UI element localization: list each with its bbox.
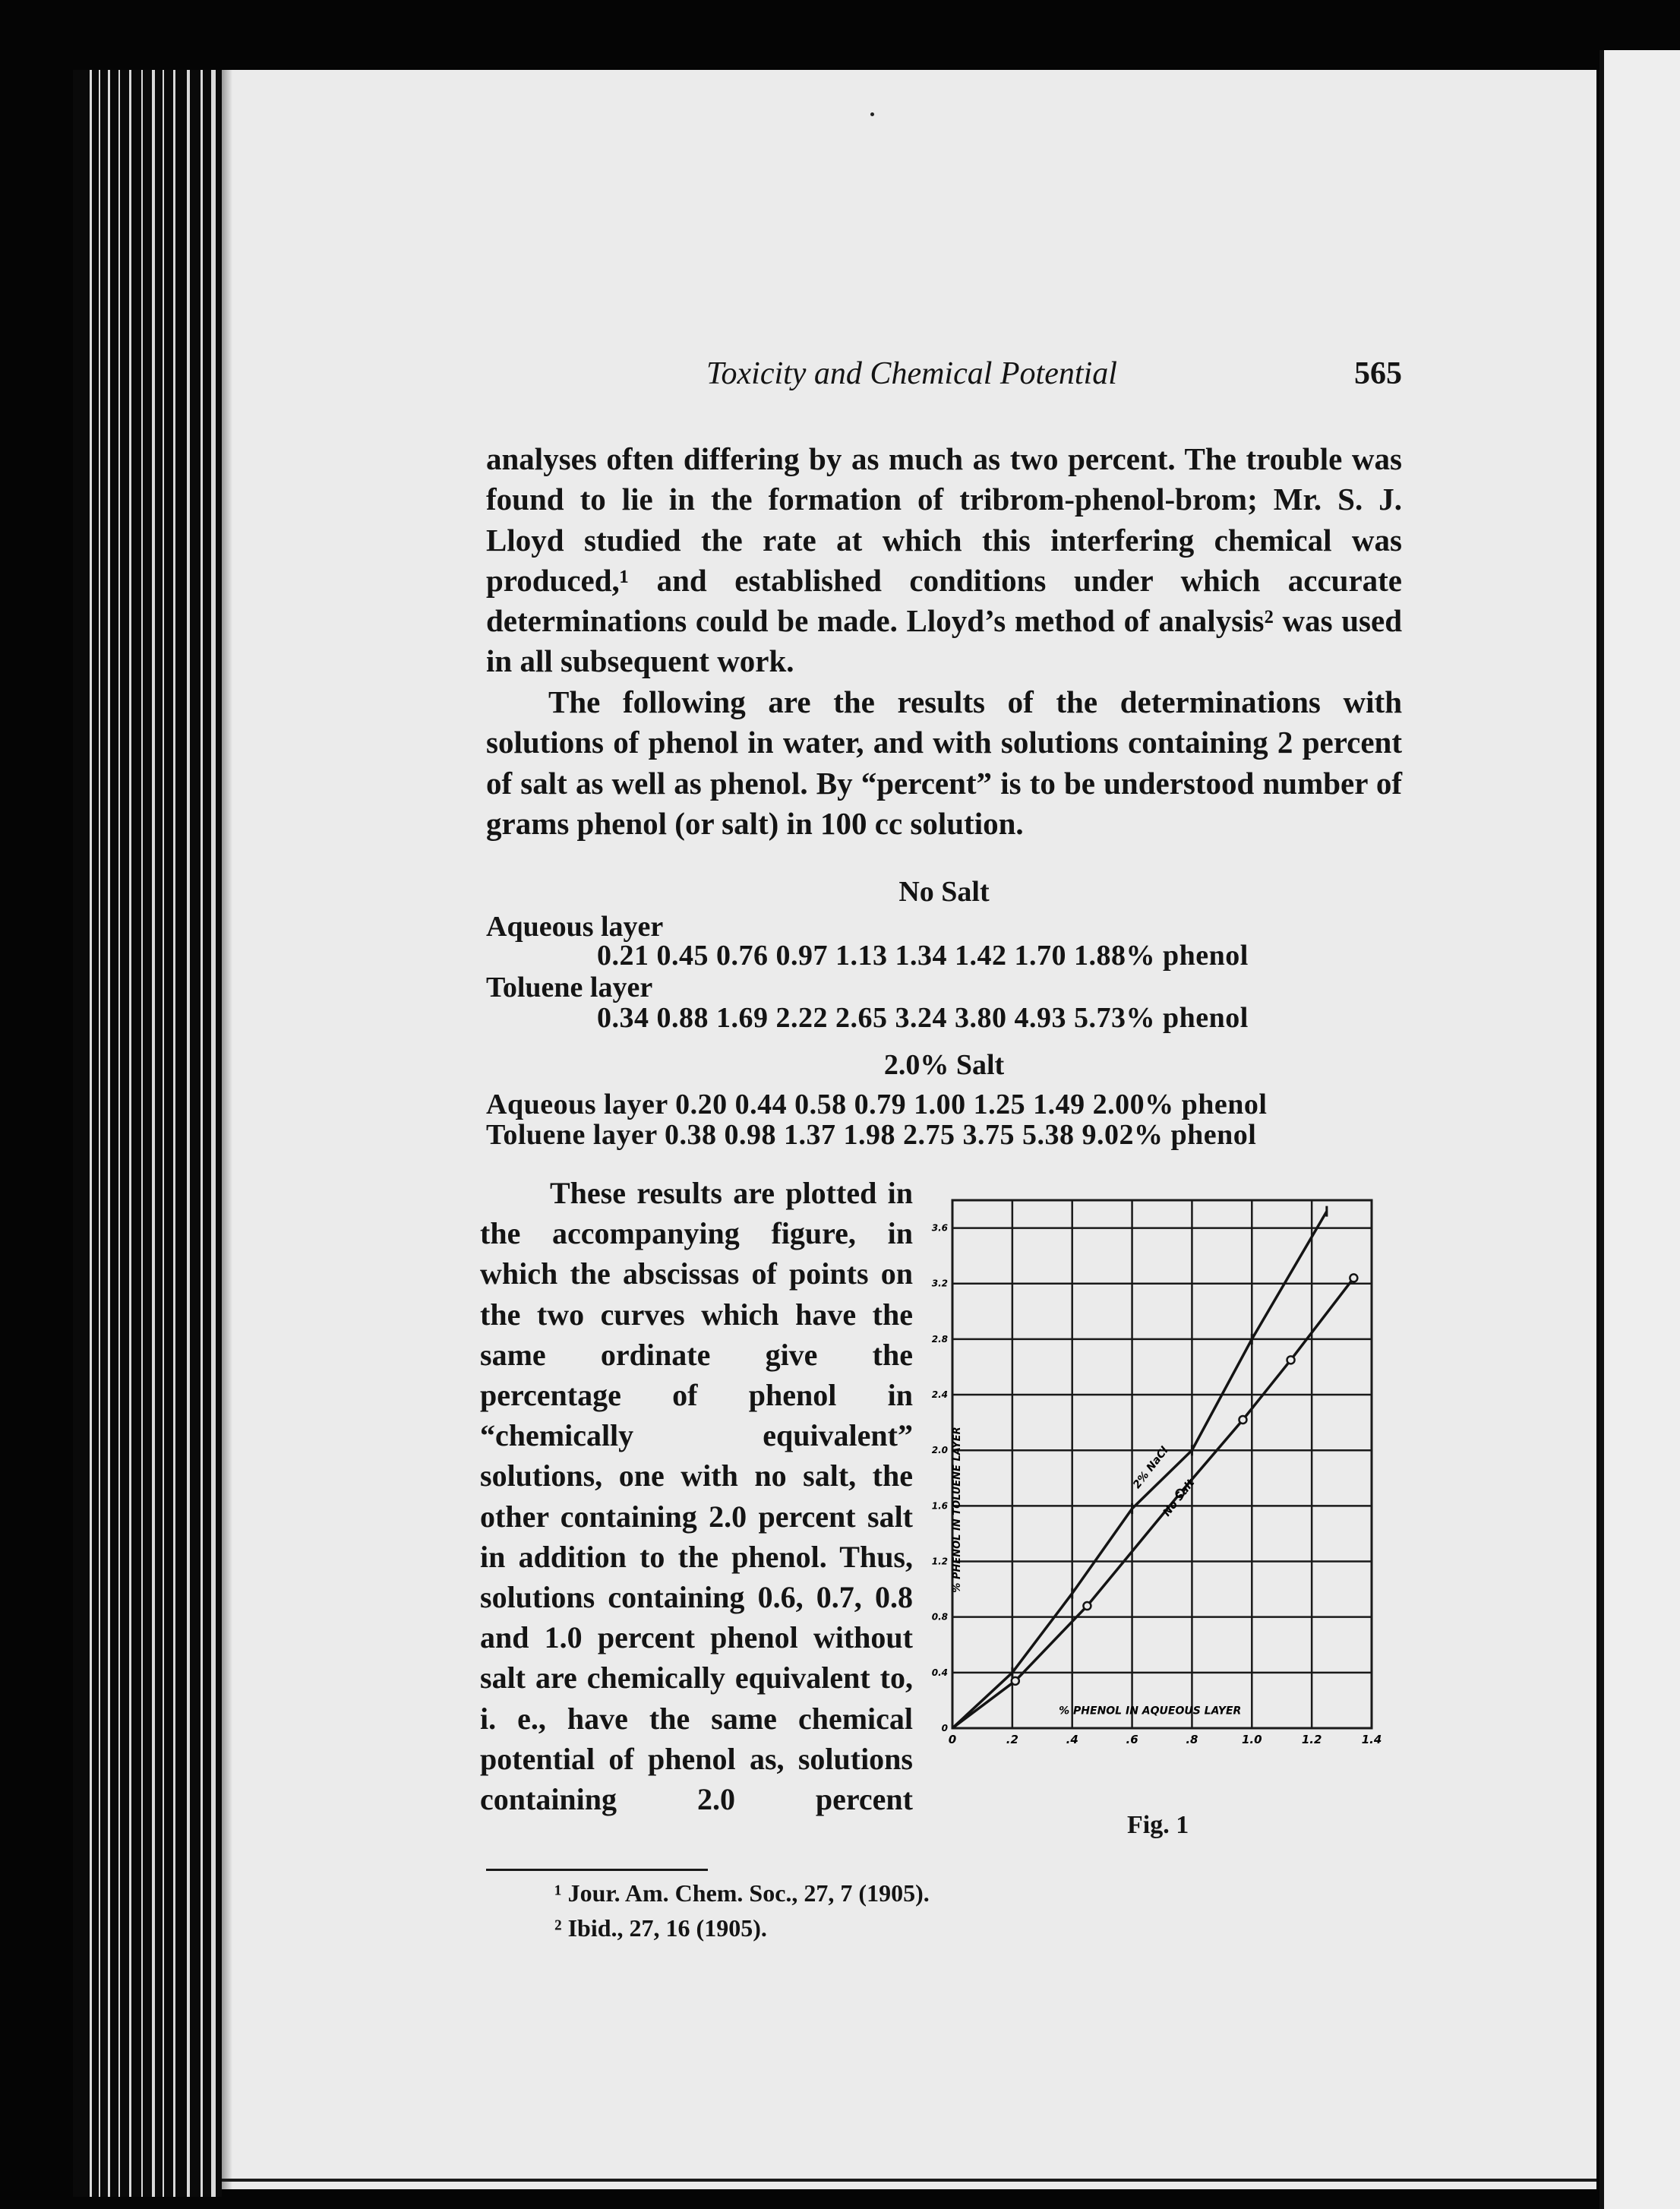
phenol-distribution-chart [911,1184,1382,1776]
x-tick-label: .4 [1066,1733,1078,1746]
salt-toluene-row: Toluene layer 0.38 0.98 1.37 1.98 2.75 3.75 5.38 9.02% phenol [486,1119,1257,1151]
gutter-shadow [222,70,232,2189]
data-point [1012,1677,1019,1685]
data-point [1350,1274,1357,1281]
y-tick-label: 0 [941,1723,948,1733]
y-axis-label: % PHENOL IN TOLUENE LAYER [952,1427,963,1593]
salt-heading: 2.0% Salt [883,1049,1005,1081]
no-salt-toluene-values: 0.34 0.88 1.69 2.22 2.65 3.24 3.80 4.93 5.73% phenol [597,1002,1249,1034]
facing-page-edge [1599,50,1680,2209]
running-title: Toxicity and Chemical Potential [706,356,1117,391]
data-point [1083,1602,1091,1610]
figure-1 [911,1184,1382,1776]
narrow-paragraph-text: These results are plotted in the accompanying figure, in which the abscissas of points on the two curves which have the same ordinate give the percentage of phenol in “chemically equivalent” solutions, one with no salt, the other containing 2.0 percent salt in addition to the phenol. Thus, solutions containing 0.6, 0.7, 0.8 and 1.0 percent phenol without salt are chemically equivalent to, i. e., have the same chemical potential of phenol as, solutions containing 2.0 percent [480,1176,913,1817]
x-tick-label: .8 [1186,1733,1198,1746]
paragraph-1-text: analyses often differing by as much as two percent. The trouble was found to lie in the formation of tribrom-phenol-brom; Mr. S. J. Lloyd studied the rate at which this interfering chemical was produced,¹ and established conditions under which accurate determinations could be made. Lloyd’s method of analysis² was used in all subsequent work. [486,441,1402,679]
page-bottom-edge [222,2179,1596,2182]
series-label: 2% NaCl [1131,1444,1171,1491]
running-head [706,356,1402,401]
no-salt-heading: No Salt [898,876,990,908]
series-line [952,1212,1327,1728]
no-salt-aqueous-values: 0.21 0.45 0.76 0.97 1.13 1.34 1.42 1.70 1.88% phenol [597,940,1249,972]
x-tick-label: 1.2 [1301,1733,1322,1746]
paragraph-2 [486,682,1402,844]
x-tick-label: .6 [1126,1733,1138,1746]
narrow-paragraph [480,1173,913,1819]
footnote-2: ² Ibid., 27, 16 (1905). [554,1914,767,1942]
x-tick-label: 0 [948,1733,957,1746]
y-tick-label: 0.8 [931,1611,948,1623]
no-salt-toluene-label: Toluene layer [486,972,653,1003]
data-point [1287,1356,1295,1364]
x-tick-label: 1.4 [1361,1733,1382,1746]
y-tick-label: 2.0 [931,1445,948,1456]
page-edge-stack [73,70,222,2197]
paragraph-1 [486,439,1402,682]
y-tick-label: 0.4 [931,1667,948,1678]
figure-caption: Fig. 1 [1127,1811,1189,1839]
y-tick-label: 1.2 [931,1556,948,1567]
y-tick-label: 1.6 [931,1500,948,1512]
data-point [1239,1416,1246,1424]
y-tick-label: 3.6 [931,1222,948,1234]
x-axis-label: % PHENOL IN AQUEOUS LAYER [1059,1705,1242,1718]
x-tick-label: .2 [1006,1733,1018,1746]
footnote-rule [486,1869,708,1871]
series-label: No Salt [1161,1477,1198,1519]
speck [870,112,874,116]
plot-frame [952,1200,1372,1728]
footnote-1: ¹ Jour. Am. Chem. Soc., 27, 7 (1905). [554,1879,930,1907]
page-number: 565 [1354,356,1402,391]
y-tick-label: 3.2 [931,1278,948,1289]
paragraph-2-text: The following are the results of the determinations with solutions of phenol in water, and with solutions containing 2 percent of salt as well as phenol. By “percent” is to be understood number of grams phenol (or salt) in 100 cc solution. [486,684,1402,841]
salt-aqueous-row: Aqueous layer 0.20 0.44 0.58 0.79 1.00 1.25 1.49 2.00% phenol [486,1089,1268,1120]
no-salt-aqueous-label: Aqueous layer [486,911,664,943]
y-tick-label: 2.4 [931,1389,948,1401]
y-tick-label: 2.8 [931,1333,948,1345]
x-tick-label: 1.0 [1241,1733,1262,1746]
